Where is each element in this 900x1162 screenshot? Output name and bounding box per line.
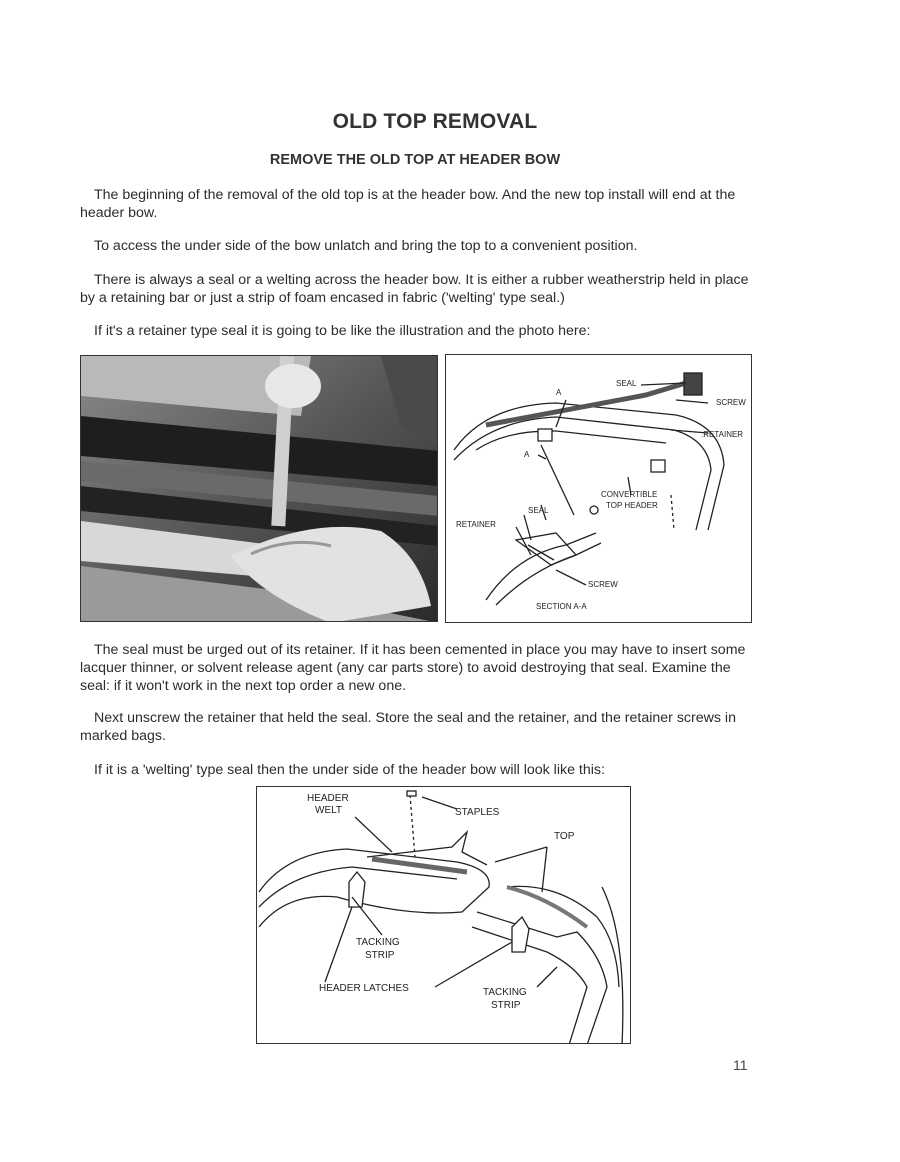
page-title: OLD TOP REMOVAL bbox=[332, 110, 538, 133]
section-subtitle: REMOVE THE OLD TOP AT HEADER BOW bbox=[269, 152, 561, 168]
paragraph-retainer-intro: If it's a retainer type seal it is going to be like the illustration and the photo here: bbox=[94, 323, 591, 339]
label-retainer-right: .RETAINER bbox=[701, 430, 744, 439]
seal-removal-photo bbox=[80, 355, 438, 622]
paragraph-access: To access the under side of the bow unlatch and bring the top to a convenient position. bbox=[94, 238, 638, 254]
label-seal-section: SEAL bbox=[528, 506, 549, 515]
label-tacking-strip-left-1: TACKING bbox=[356, 937, 400, 948]
paragraph-welting-intro: If it is a 'welting' type seal then the under side of the header bow will look like this: bbox=[94, 762, 605, 778]
paragraph-seal-types: There is always a seal or a welting across the header bow. It is either a rubber weatherstrip held in place by a retaining bar or just a strip of foam encased in fabric ('welting' type seal.) bbox=[80, 272, 749, 306]
page-number: 11 bbox=[733, 1057, 748, 1073]
label-tacking-strip-right-1: TACKING bbox=[483, 987, 527, 998]
paragraph-urge-seal: The seal must be urged out of its retainer. If it has been cemented in place you may have to insert some lacquer thinner, or solvent release agent (any car parts store) to avoid destroying that seal. Examine the seal: if it won't work in the next top order a new one. bbox=[80, 642, 746, 694]
label-header-welt-2: WELT bbox=[315, 805, 343, 816]
label-tacking-strip-left-2: STRIP bbox=[365, 950, 395, 961]
label-header-1: CONVERTIBLE bbox=[601, 490, 658, 499]
label-screw-top: SCREW bbox=[716, 398, 746, 407]
label-header-latches: HEADER LATCHES bbox=[319, 983, 409, 994]
paragraph-intro: The beginning of the removal of the old top is at the header bow. And the new top install will end at the header bow. bbox=[80, 187, 736, 221]
paragraph-unscrew-retainer: Next unscrew the retainer that held the seal. Store the seal and the retainer, and the retainer screws in marked bags. bbox=[80, 710, 736, 744]
label-tacking-strip-right-2: STRIP bbox=[491, 1000, 521, 1011]
label-a-mid: A bbox=[524, 450, 530, 459]
label-top: TOP bbox=[554, 831, 575, 842]
label-header-welt-1: HEADER bbox=[307, 793, 349, 804]
label-screw-section: SCREW bbox=[588, 580, 618, 589]
retainer-seal-illustration bbox=[445, 354, 752, 623]
label-header-2: TOP HEADER bbox=[606, 501, 658, 510]
welting-seal-illustration bbox=[256, 786, 631, 1044]
label-seal-top: SEAL bbox=[616, 379, 637, 388]
label-retainer-section: RETAINER bbox=[456, 520, 496, 529]
label-a-top: A bbox=[556, 388, 562, 397]
label-section-aa: SECTION A-A bbox=[536, 602, 587, 611]
label-staples: STAPLES bbox=[455, 807, 500, 818]
